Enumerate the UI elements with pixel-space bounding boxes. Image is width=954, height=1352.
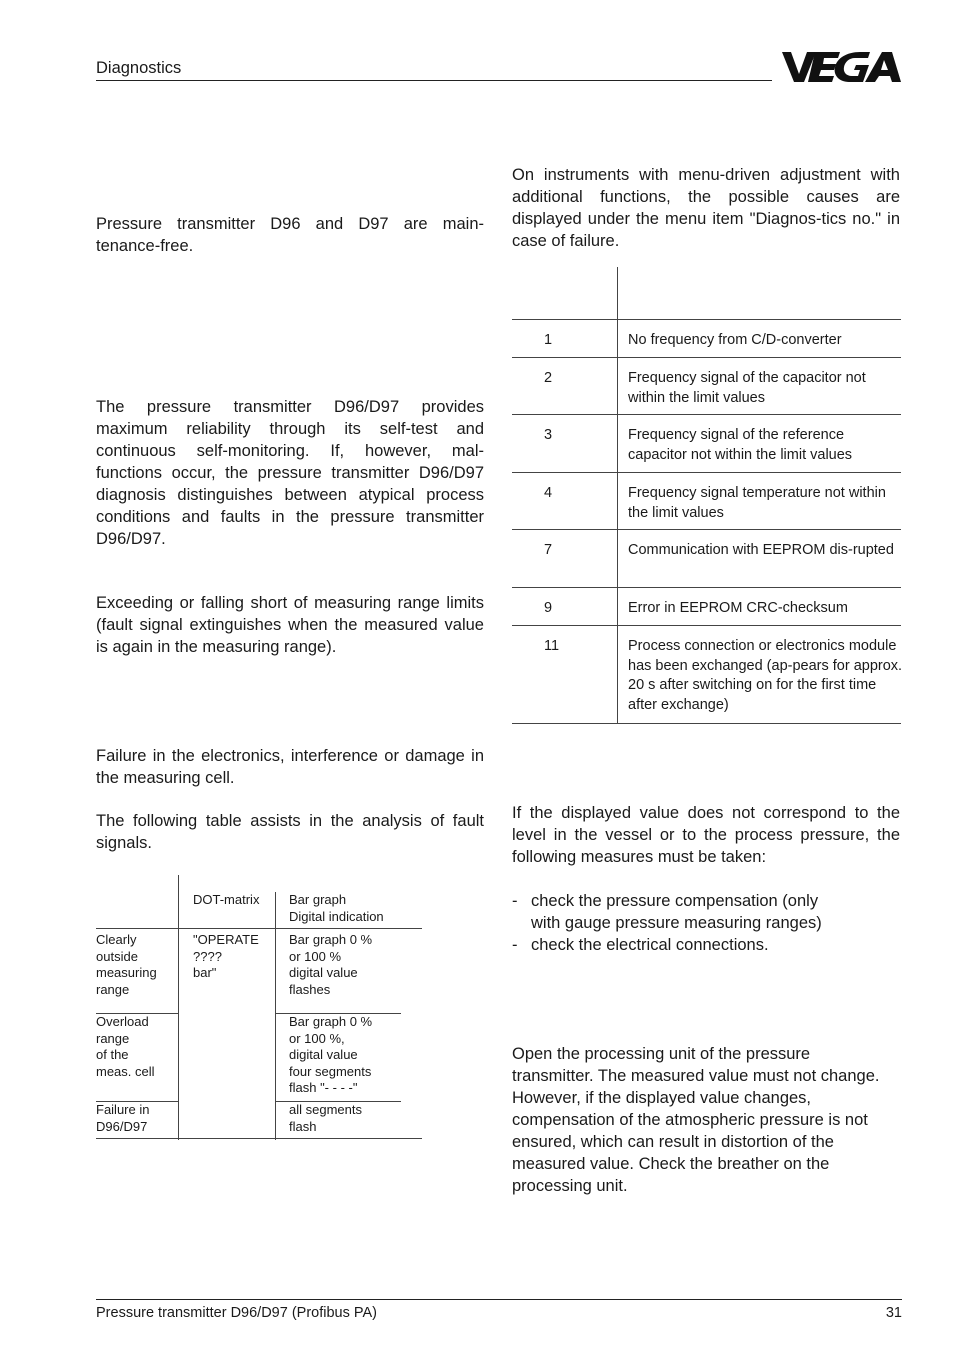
diag-description: No frequency from C/D-converter xyxy=(628,332,842,348)
table-row xyxy=(512,357,901,415)
fault-signal-table xyxy=(96,875,426,1140)
table-divider xyxy=(178,875,179,1140)
table-row xyxy=(512,414,901,473)
table-row xyxy=(512,587,901,626)
diag-description: Frequency signal of the capacitor not within the limit values xyxy=(628,370,866,406)
table-row xyxy=(512,529,901,588)
diag-description: Frequency signal temperature not within the limit values xyxy=(628,485,886,521)
page-number: 31 xyxy=(885,1305,902,1321)
fault-bar-display: Bar graph 0 % or 100 % digital value flashes xyxy=(289,932,373,997)
diag-code: 2 xyxy=(544,370,553,386)
footer-doc-title: Pressure transmitter D96/D97 (Profibus PA) xyxy=(96,1305,377,1321)
table-divider xyxy=(617,267,618,319)
header-rule xyxy=(96,80,772,81)
diag-code: 7 xyxy=(544,542,553,558)
table-row xyxy=(512,319,901,358)
table-intro: The following table assists in the analysis of fault signals. xyxy=(96,812,484,852)
diag-code: 4 xyxy=(544,485,553,501)
measure-item xyxy=(512,912,900,934)
maintenance-text: Pressure transmitter D96 and D97 are main-tenance-free. xyxy=(96,215,484,255)
fault-cause: Failure in D96/D97 xyxy=(96,1102,150,1134)
diag-code: 3 xyxy=(544,427,553,443)
table-divider xyxy=(275,892,276,1140)
diag-description: Communication with EEPROM dis-rupted xyxy=(628,542,894,558)
fault-bar-display: all segments flash xyxy=(289,1102,362,1134)
open-processing-text: Open the processing unit of the pressure transmitter. The measured value must not change. However, if the displayed value changes, compensation of the atmospheric pressure is not ensured, which can result in distortion of the measured value. Check the breather on the processing unit. xyxy=(512,1045,880,1195)
diag-code: 1 xyxy=(544,332,553,348)
fault-dot-display: "OPERATE ???? bar" xyxy=(193,932,259,980)
fault-cause: Overload range of the meas. cell xyxy=(96,1014,155,1079)
header-dot-matrix: DOT-matrix xyxy=(193,892,260,907)
header-bar-graph: Bar graph Digital indication xyxy=(289,892,384,924)
menu-text: On instruments with menu-driven adjustment with additional functions, the possible causes are displayed under the menu item "Diagnos-tics no." in case of failure. xyxy=(512,166,900,250)
diag-code: 11 xyxy=(544,638,560,654)
reliability-text: The pressure transmitter D96/D97 provides maximum reliability through its self-test and continuous self-monitoring. If, however, mal-functions occur, the pressure transmitter D96/D97 diagnosis distinguishes between atypical process conditions and faults in the pressure transmitter D96/D97. xyxy=(96,398,484,548)
measure-text: with gauge pressure measuring ranges) xyxy=(531,914,822,932)
diag-code: 9 xyxy=(544,600,553,616)
table-rule xyxy=(96,1138,422,1139)
fault-bar-display: Bar graph 0 % or 100 %, digital value four segments flash "- - - -" xyxy=(289,1014,373,1095)
diag-description: Process connection or electronics module has been exchanged (ap-pears for approx. 20 s after switching on for the first time after exchange) xyxy=(628,638,903,713)
section-title: Diagnostics xyxy=(96,59,182,77)
diag-description: Error in EEPROM CRC-checksum xyxy=(628,600,848,616)
measure-text: check the electrical connections. xyxy=(531,936,769,954)
table-row xyxy=(512,625,901,724)
footer-rule xyxy=(96,1299,902,1300)
vega-logo xyxy=(782,50,902,84)
display-value-text: If the displayed value does not correspond to the level in the vessel or to the process pressure, the following measures must be taken: xyxy=(512,804,900,866)
diag-description: Frequency signal of the reference capacitor not within the limit values xyxy=(628,427,853,463)
fault-cause: Clearly outside measuring range xyxy=(96,932,157,997)
exceeding-text: Exceeding or falling short of measuring range limits (fault signal extinguishes when the measured value is again in the measuring range). xyxy=(96,594,484,656)
measure-item: - check the pressure compensation (only xyxy=(512,892,819,910)
measure-text: check the pressure compensation (only xyxy=(531,892,819,910)
failure-text: Failure in the electronics, interference or damage in the measuring cell. xyxy=(96,747,484,787)
measure-item: - check the electrical connections. xyxy=(512,936,769,954)
table-rule xyxy=(96,928,422,929)
table-row xyxy=(512,472,901,530)
